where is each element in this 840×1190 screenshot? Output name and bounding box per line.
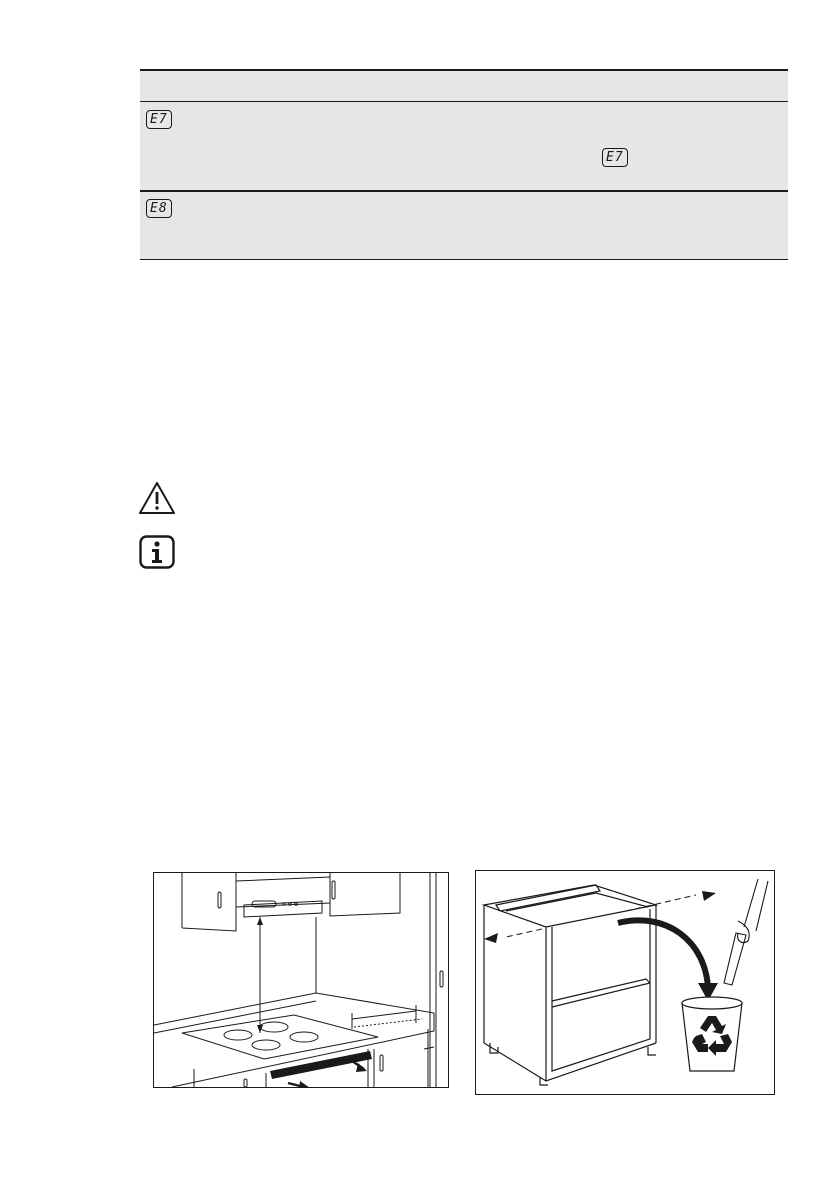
cabinet-packaging-disposal-drawing <box>475 870 775 1095</box>
error-code-badge: E7 <box>146 110 172 129</box>
table-row <box>140 102 788 192</box>
error-code-table <box>140 69 788 260</box>
table-header <box>140 69 788 102</box>
error-code-badge-inline: E7 <box>602 148 628 167</box>
error-code-badge: E8 <box>146 199 172 218</box>
hob-installation-drawing <box>153 872 449 1088</box>
info-icon <box>139 535 175 574</box>
recycling-bin-icon <box>682 997 742 1071</box>
table-row <box>140 192 788 260</box>
warning-triangle-icon <box>138 481 176 520</box>
